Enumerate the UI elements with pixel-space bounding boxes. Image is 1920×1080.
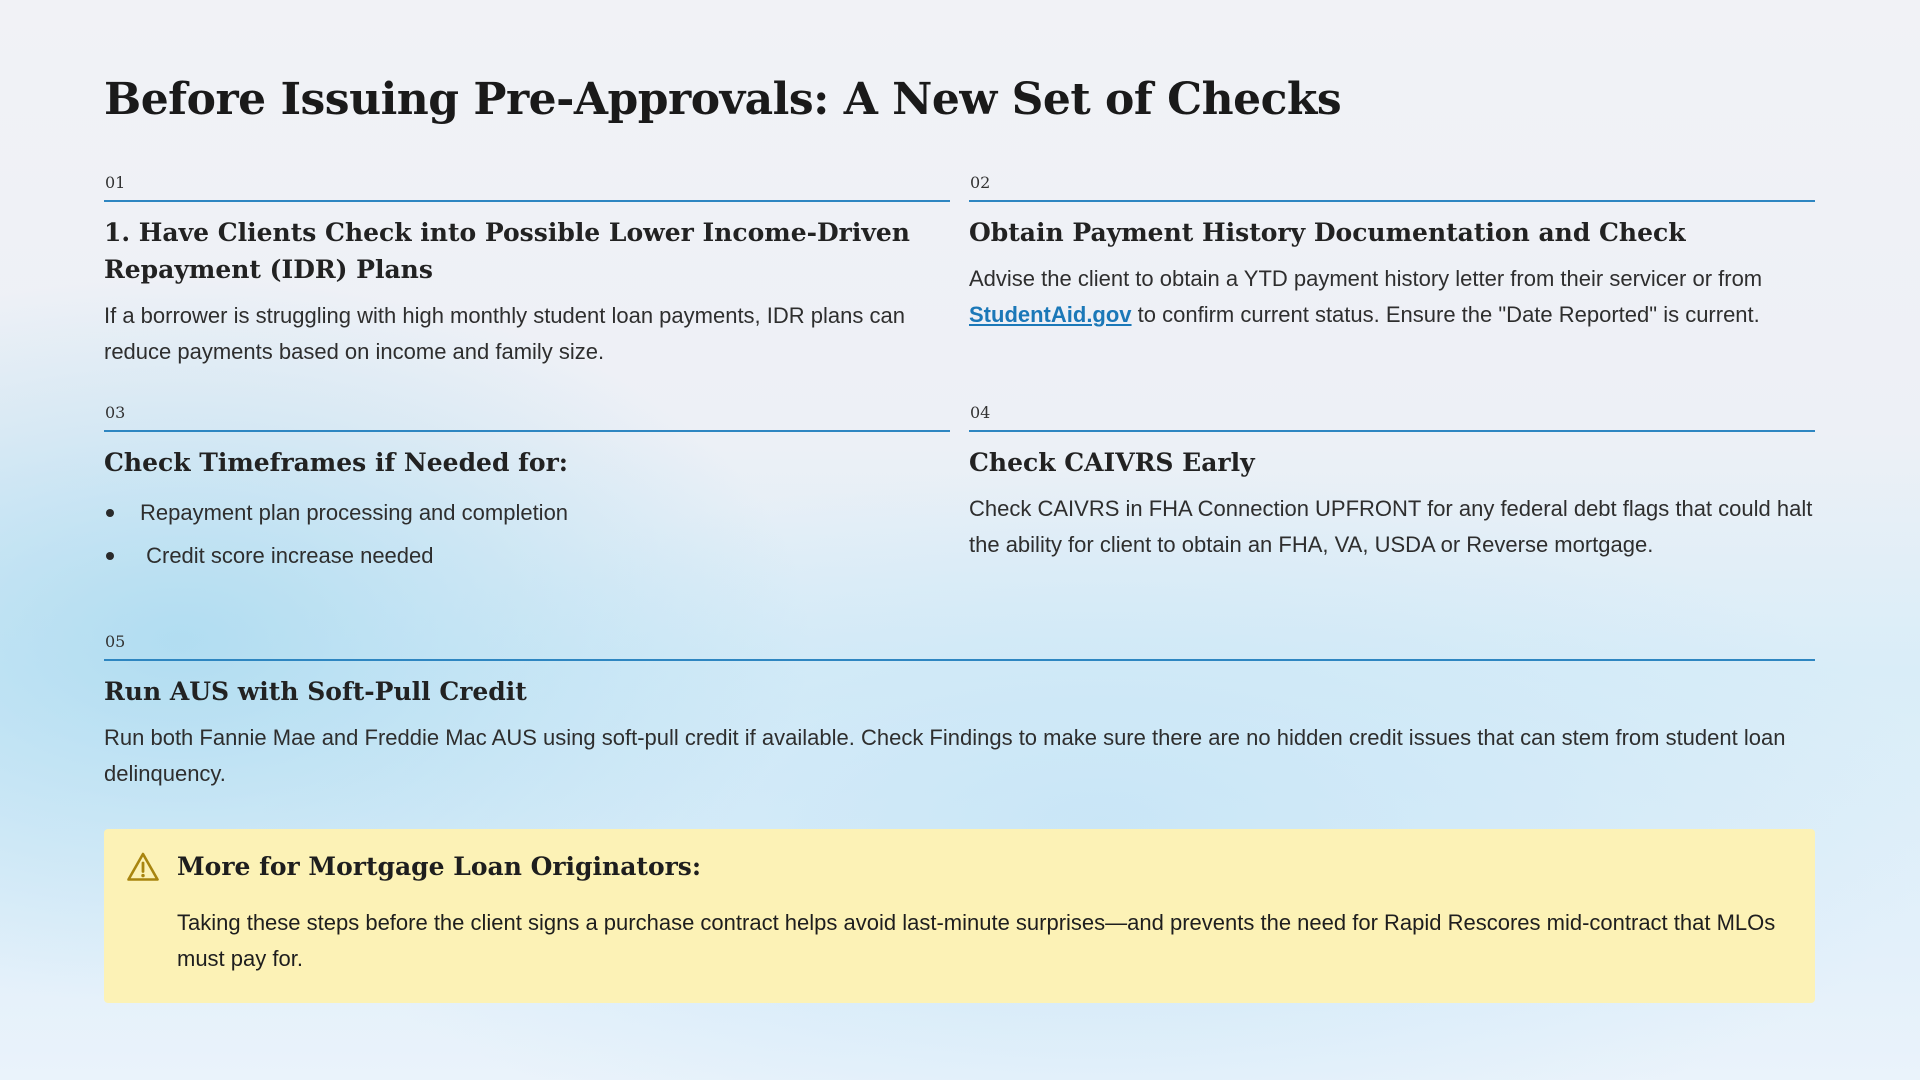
card-number: 05: [105, 632, 126, 651]
list-item: Credit score increase needed: [104, 534, 950, 577]
page-title: Before Issuing Pre-Approvals: A New Set of Checks: [104, 74, 1342, 125]
check-card-02: [969, 172, 1815, 333]
card-heading: Obtain Payment History Documentation and Check: [969, 218, 1686, 247]
card-number: 04: [970, 403, 991, 422]
callout-body: Taking these steps before the client signs a purchase contract helps avoid last-minute surprises—and prevents the need for Rapid Rescores mid-contract that MLOs must pay for.: [177, 910, 1776, 971]
card-divider: [969, 200, 1815, 202]
check-card-03: [104, 402, 950, 577]
check-card-01: [104, 172, 950, 370]
check-card-05: [104, 631, 1815, 792]
warning-icon: [126, 851, 160, 883]
card-body-text: Advise the client to obtain a YTD payment history letter from their servicer or from: [969, 266, 1763, 291]
card-body: If a borrower is struggling with high monthly student loan payments, IDR plans can reduce payments based on income and family size.: [104, 303, 905, 364]
timeframe-list: [104, 491, 950, 577]
card-divider: [104, 200, 950, 202]
card-number: 02: [970, 173, 991, 192]
card-body: Check CAIVRS in FHA Connection UPFRONT for any federal debt flags that could halt the ability for client to obtain an FHA, VA, USDA or Reverse mortgage.: [969, 496, 1813, 557]
card-number: 01: [105, 173, 126, 192]
card-number: 03: [105, 403, 126, 422]
card-divider: [969, 430, 1815, 432]
card-body: Run both Fannie Mae and Freddie Mac AUS using soft-pull credit if available. Check Findings to make sure there are no hidden credit issues that can stem from student loan delinquency.: [104, 725, 1786, 786]
studentaid-link[interactable]: StudentAid.gov: [969, 302, 1132, 327]
card-body: [969, 261, 1815, 333]
card-divider: [104, 430, 950, 432]
card-heading: Run AUS with Soft-Pull Credit: [104, 677, 527, 706]
card-heading: Check CAIVRS Early: [969, 448, 1255, 477]
card-heading: 1. Have Clients Check into Possible Lower Income-Driven Repayment (IDR) Plans: [104, 218, 910, 284]
callout-title: More for Mortgage Loan Originators:: [177, 852, 702, 881]
mlo-callout: [104, 829, 1815, 1003]
list-item: Repayment plan processing and completion: [104, 491, 950, 534]
card-body-text: to confirm current status. Ensure the "Date Reported" is current.: [1131, 302, 1760, 327]
card-heading: Check Timeframes if Needed for:: [104, 448, 568, 477]
card-divider: [104, 659, 1815, 661]
check-card-04: [969, 402, 1815, 563]
